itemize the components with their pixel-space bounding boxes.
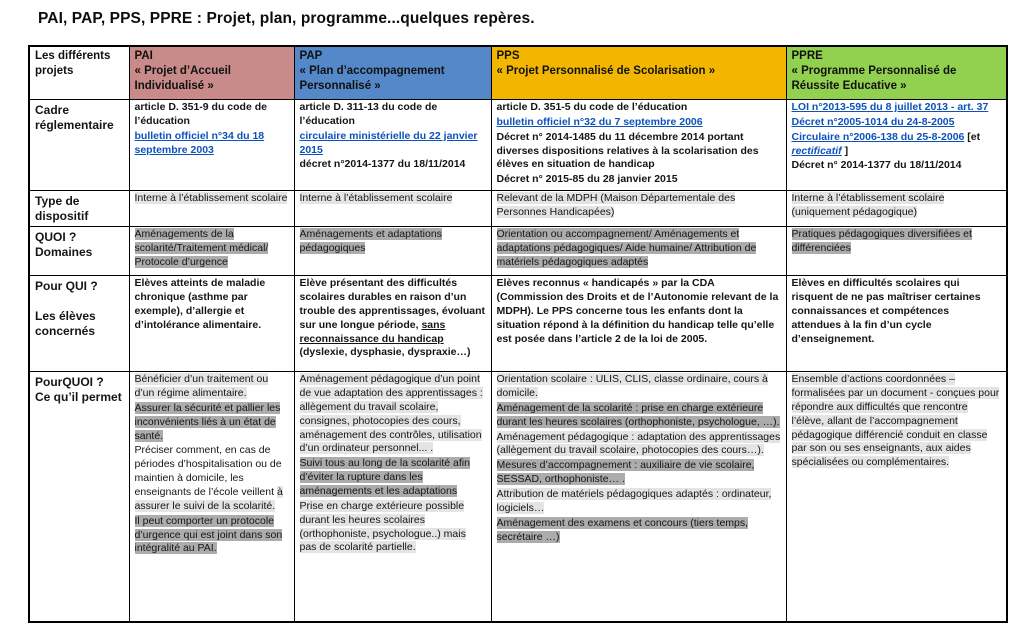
header-cell-pps: [491, 46, 786, 100]
quoi-pps-text: Orientation ou accompagnement/ Aménagements et adaptations pédagogiques/ Aide humaine/ Attribution de matériels pédagogiques adaptés: [496, 228, 757, 268]
row-type-dispositif: [29, 191, 1007, 227]
pourquoi-cell-pap: [294, 372, 491, 623]
cadre-label-text: Cadre réglementaire: [35, 103, 114, 132]
type-ppre-text: Interne à l’établissement scolaire (uniquement pédagogique): [791, 192, 945, 219]
pps-acronym: PPS: [496, 50, 520, 62]
cadre-row-label: [29, 100, 129, 191]
header-row: [29, 46, 1007, 100]
pourqui-cell-pap: [294, 276, 491, 372]
type-cell-pai: [129, 191, 294, 227]
quoi-row-label: [29, 227, 129, 276]
pourqui-cell-pps: [491, 276, 786, 372]
pourquoi-row-label: [29, 372, 129, 623]
header-label-text: Les différents projets: [35, 50, 111, 77]
quoi-pai-text: Aménagements de la scolarité/Traitement médical/ Protocole d’urgence: [134, 228, 269, 268]
quoi-cell-pap: [294, 227, 491, 276]
pourquoi-pai-block2: Assurer la sécurité et pallier les inconvénients liés à un état de santé.: [134, 401, 281, 442]
link-loi-2013-ppre[interactable]: LOI n°2013-595 du 8 juillet 2013 - art. 37: [791, 101, 989, 113]
pourquoi-label-line2: Ce qu’il permet: [35, 390, 122, 405]
pourquoi-pps-block5: Attribution de matériels pédagogiques adaptés : ordinateur, logiciels…: [496, 488, 772, 514]
cadre-pai-article: article D. 351-9 du code de l’éducation: [134, 101, 267, 127]
pai-acronym: PAI: [134, 50, 153, 62]
ppre-name: « Programme Personnalisé de Réussite Educative »: [791, 64, 957, 92]
pourquoi-ppre-text: Ensemble d’actions coordonnées – formalisées par un document - conçues pour répondre aux difficultés que rencontre l’élève, allant de l’accompagnement pédagogique différencié conduit en classe par son ou ses enseignants, aux aides spécialisées ou complémentaires.: [791, 373, 1000, 469]
pap-acronym: PAP: [299, 50, 323, 62]
pps-name: « Projet Personnalisé de Scolarisation »: [496, 64, 716, 77]
link-bulletin-officiel-pps[interactable]: bulletin officiel n°32 du 7 septembre 2006: [496, 115, 703, 128]
pourquoi-pps-block4: Mesures d’accompagnement : auxiliaire de vie scolaire, SESSAD, orthophoniste… .: [496, 459, 755, 486]
type-cell-pap: [294, 191, 491, 227]
link-rectificatif-ppre[interactable]: rectificatif: [791, 144, 842, 157]
pourquoi-pai-block3b: à assurer le suivi de la scolarité.: [134, 486, 283, 512]
row-pour-qui: [29, 276, 1007, 372]
type-pps-text: Relevant de la MDPH (Maison Départementale des Personnes Handicapées): [496, 192, 736, 219]
pourqui-pap-part2: (dyslexie, dysphasie, dyspraxie…): [299, 346, 471, 359]
pourqui-label-line2: Les élèves concernés: [35, 309, 96, 339]
type-cell-pps: [491, 191, 786, 227]
quoi-pap-text: Aménagements et adaptations pédagogiques: [299, 228, 442, 255]
header-cell-ppre: [786, 46, 1007, 100]
cadre-cell-pap: [294, 100, 491, 191]
type-row-label: [29, 191, 129, 227]
cadre-ppre-et: [et: [964, 130, 981, 143]
quoi-ppre-text: Pratiques pédagogiques diversifiées et différenciées: [791, 228, 972, 255]
cadre-pap-decret: décret n°2014-1377 du 18/11/2014: [299, 158, 466, 171]
pourquoi-pps-block1: Orientation scolaire : ULIS, CLIS, classe ordinaire, cours à domicile.: [496, 373, 768, 400]
header-cell-pap: [294, 46, 491, 100]
cadre-cell-ppre: [786, 100, 1007, 191]
link-circulaire-pap[interactable]: circulaire ministérielle du 22 janvier 2015: [299, 129, 478, 156]
cadre-cell-pps: [491, 100, 786, 191]
pourquoi-pps-block3: Aménagement pédagogique : adaptation des apprentissages (allègement du travail scolaire, photocopies des cours…).: [496, 430, 781, 457]
pourquoi-cell-pps: [491, 372, 786, 623]
pourquoi-pps-block2: Aménagement de la scolarité : prise en charge extérieure durant les heures scolaires (orthophoniste, psychologue, …).: [496, 401, 780, 428]
pap-name: « Plan d’accompagnement Personnalisé »: [299, 64, 445, 92]
comparison-table: [28, 45, 1008, 623]
quoi-cell-pps: [491, 227, 786, 276]
pourquoi-label-line1: PourQUOI ?: [35, 375, 104, 390]
cadre-pps-decret-2015: Décret n° 2015-85 du 28 janvier 2015: [496, 173, 678, 186]
pourqui-label-line1: Pour QUI ?: [35, 279, 98, 294]
pourqui-pps-text: Elèves reconnus « handicapés » par la CDA (Commission des Droits et de l’Autonomie relevant de la MDPH). Le PPS concerne tous les enfants dont la situation répond à la définition du handicap telle qu’elle est posée dans l’article 2 de la loi de 2005.: [496, 277, 779, 345]
pai-name: « Projet d’Accueil Individualisé »: [134, 64, 232, 92]
quoi-cell-ppre: [786, 227, 1007, 276]
pourquoi-pap-block3: Prise en charge extérieure possible durant les heures scolaires (orthophoniste, psychologue..) mais pas de scolarité partielle.: [299, 499, 466, 554]
pourqui-row-label: [29, 276, 129, 372]
cadre-cell-pai: [129, 100, 294, 191]
pourqui-pai-text: Elèves atteints de maladie chronique (asthme par exemple), d’allergie et d’intolérance alimentaire.: [134, 277, 266, 331]
cadre-pap-article: article D. 311-13 du code de l’éducation: [299, 101, 438, 127]
row-quoi-domaines: [29, 227, 1007, 276]
cadre-ppre-bracket: ]: [841, 144, 849, 157]
pourquoi-pap-block1: Aménagement pédagogique d’un point de vue adaptation des apprentissages : allègement du travail scolaire, consignes, photocopies des cours, aménagement des contrôles, utilisation d’un ordinateur personnel... .: [299, 373, 483, 455]
row-pourquoi: [29, 372, 1007, 623]
type-label-text: Type de dispositif: [35, 194, 89, 224]
cadre-pps-article: article D. 351-5 du code de l’éducation: [496, 101, 688, 113]
pourquoi-pap-block2: Suivi tous au long de la scolarité afin d’éviter la rupture dans les aménagements et les adaptations: [299, 457, 470, 498]
pourqui-cell-ppre: [786, 276, 1007, 372]
pourquoi-pai-block4: Il peut comporter un protocole d’urgence qui est joint dans son intégralité au PAI.: [134, 514, 283, 555]
row-cadre-reglementaire: [29, 100, 1007, 191]
header-cell-pai: [129, 46, 294, 100]
link-circulaire-2006-ppre[interactable]: Circulaire n°2006-138 du 25-8-2006: [791, 130, 965, 143]
pourqui-cell-pai: [129, 276, 294, 372]
pourquoi-cell-pai: [129, 372, 294, 623]
pourqui-pap-part1: Elève présentant des difficultés scolaires durables en raison d’un trouble des apprentissages, évoluant sur une longue période,: [299, 277, 486, 331]
quoi-label-line2: Domaines: [35, 245, 93, 260]
ppre-acronym: PPRE: [791, 50, 823, 62]
pourqui-pap-underlined: sans reconnaissance du handicap: [299, 318, 446, 345]
quoi-label-line1: QUOI ?: [35, 230, 77, 245]
type-pai-text: Interne à l’établissement scolaire: [134, 192, 288, 205]
page-title: PAI, PAP, PPS, PPRE : Projet, plan, programme...quelques repères.: [38, 10, 535, 27]
pourqui-ppre-text: Elèves en difficultés scolaires qui risquent de ne pas maîtriser certaines connaissances et compétences attendues à la fin d’un cycle d’enseignement.: [791, 277, 981, 345]
pourquoi-pps-block6: Aménagement des examens et concours (tiers temps, secrétaire …): [496, 516, 749, 543]
header-cell-label: [29, 46, 129, 100]
cadre-ppre-decret-2014: Décret n° 2014-1377 du 18/11/2014: [791, 159, 962, 172]
quoi-cell-pai: [129, 227, 294, 276]
type-pap-text: Interne à l’établissement scolaire: [299, 192, 453, 205]
pourquoi-pai-block1: Bénéficier d’un traitement ou d’un régime alimentaire.: [134, 373, 269, 400]
pourquoi-pai-block3a: Préciser comment, en cas de périodes d’hospitalisation ou de maintien à domicile, les enseignants de l’école veillent: [134, 444, 282, 499]
pourquoi-cell-ppre: [786, 372, 1007, 623]
type-cell-ppre: [786, 191, 1007, 227]
link-bulletin-officiel-pai[interactable]: bulletin officiel n°34 du 18 septembre 2003: [134, 129, 265, 156]
cadre-pps-decret-2014: Décret n° 2014-1485 du 11 décembre 2014 portant diverses dispositions relatives à la scolarisation des élèves en situation de handicap: [496, 130, 759, 171]
link-decret-2005-ppre[interactable]: Décret n°2005-1014 du 24-8-2005: [791, 115, 955, 128]
